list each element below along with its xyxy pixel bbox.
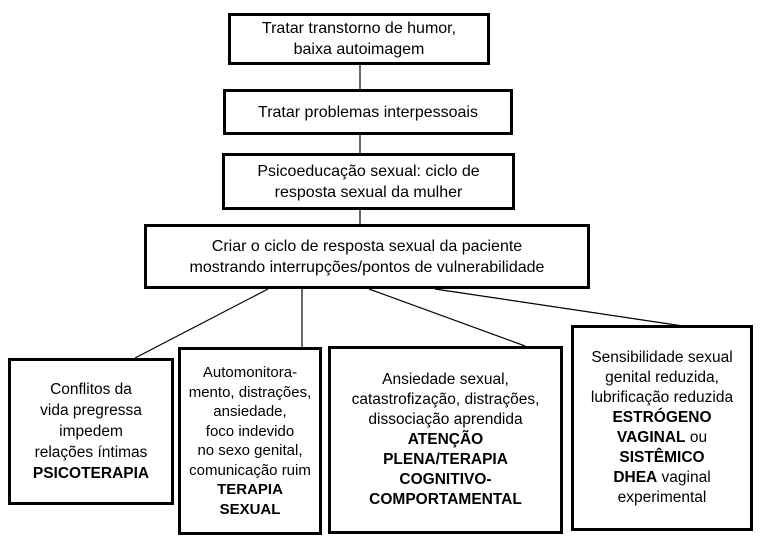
box-tratar-problemas-interpessoais xyxy=(223,89,513,135)
text-line: PSICOTERAPIA xyxy=(32,465,150,482)
text-line: Criar o ciclo de resposta sexual da paciente xyxy=(211,237,523,255)
text-line: ansiedade, xyxy=(213,403,287,420)
text-line: TERAPIA xyxy=(217,481,283,498)
text-line: COMPORTAMENTAL xyxy=(369,491,522,508)
text-line: mento, distrações, xyxy=(188,383,312,401)
box-atencao-plena-tcc xyxy=(328,346,563,534)
text-line: Psicoeducação sexual: ciclo de xyxy=(257,162,480,180)
text-line: ESTRÓGENO xyxy=(612,409,712,426)
text-line: baixa autoimagem xyxy=(293,41,425,58)
box-psicoterapia xyxy=(8,358,174,505)
text-line: foco indevido xyxy=(205,422,295,440)
connector-line xyxy=(435,289,683,326)
text-line: SISTÊMICO xyxy=(619,449,705,466)
text-line: catastrofização, distrações, xyxy=(351,391,540,408)
text-line: Automonitora- xyxy=(202,364,298,381)
text-line: genital reduzida, xyxy=(605,369,719,386)
box-estrogeno-vaginal xyxy=(571,325,753,531)
text-line: resposta sexual da mulher xyxy=(274,183,463,201)
text-line: no sexo genital, xyxy=(197,442,303,459)
text-line: SEXUAL xyxy=(219,500,281,518)
text-line: lubrificação reduzida xyxy=(590,389,734,406)
text-line: mostrando interrupções/pontos de vulnerabilidade xyxy=(189,258,545,276)
box-psicoeducacao-sexual xyxy=(222,153,515,210)
text-line: Tratar transtorno de humor, xyxy=(261,20,457,37)
connector-line xyxy=(369,289,525,346)
text-line: PLENA/TERAPIA xyxy=(383,451,508,468)
box-terapia-sexual xyxy=(178,347,322,535)
text-line: Tratar problemas interpessoais xyxy=(258,103,478,121)
text-line: DHEA vaginal xyxy=(613,469,711,486)
text-line: experimental xyxy=(617,489,707,506)
box-criar-ciclo-resposta xyxy=(144,224,590,289)
text-line: dissociação aprendida xyxy=(368,411,523,428)
text-line: impedem xyxy=(59,423,123,440)
box-tratar-transtorno-humor xyxy=(228,13,490,65)
text-line: VAGINAL ou xyxy=(616,429,708,446)
text-line: comunicação ruim xyxy=(189,461,311,479)
text-line: ATENÇÃO xyxy=(407,431,484,448)
text-line: Conflitos da xyxy=(50,381,132,398)
text-line: Ansiedade sexual, xyxy=(382,371,509,388)
text-line: Sensibilidade sexual xyxy=(591,349,733,366)
text-line: vida pregressa xyxy=(40,402,142,419)
text-line: COGNITIVO- xyxy=(399,471,492,488)
text-line: relações íntimas xyxy=(34,444,148,461)
